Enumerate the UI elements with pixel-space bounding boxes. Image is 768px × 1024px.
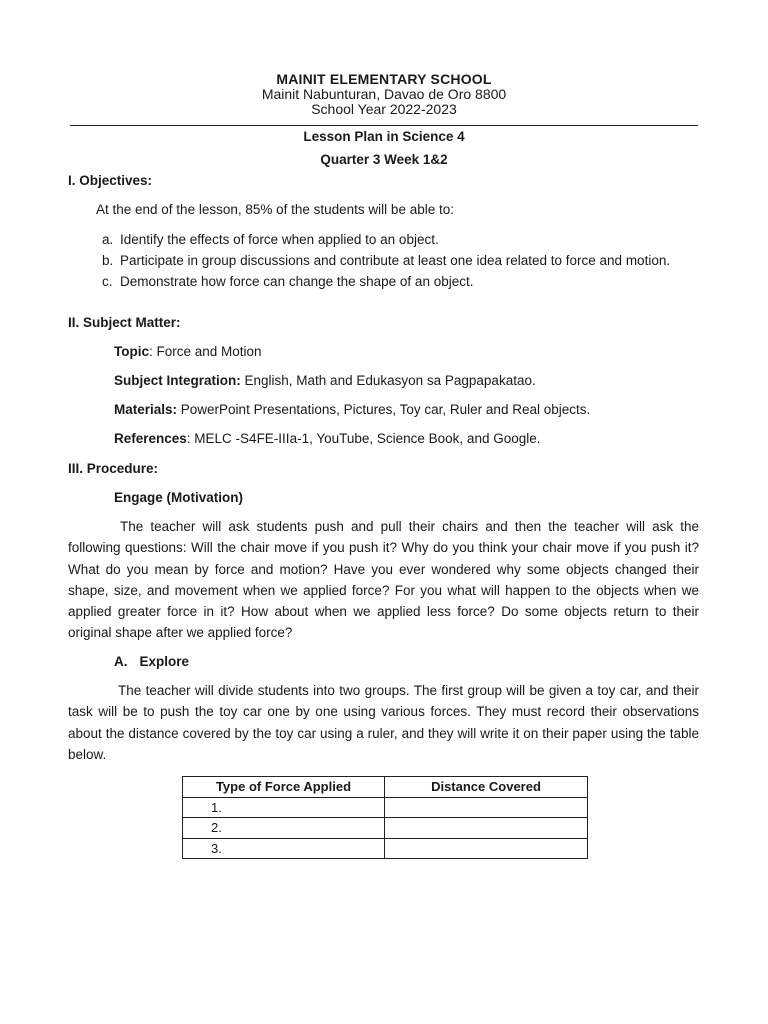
- procedure-heading: III. Procedure:: [68, 461, 159, 476]
- school-name: MAINIT ELEMENTARY SCHOOL: [276, 71, 492, 87]
- distance-cell[interactable]: [385, 797, 588, 818]
- table-row: [183, 797, 588, 818]
- school-address: Mainit Nabunturan, Davao de Oro 8800: [261, 86, 507, 102]
- objectives-heading: I. Objectives:: [68, 173, 153, 188]
- references-label: References: [114, 431, 187, 446]
- explore-marker: A.: [114, 654, 128, 669]
- integration-label: Subject Integration:: [114, 373, 241, 388]
- subject-matter-heading: II. Subject Matter:: [68, 315, 181, 330]
- objective-item: [102, 229, 699, 250]
- objective-item: [102, 271, 699, 292]
- materials-line: [114, 402, 590, 417]
- objective-marker: a.: [102, 232, 114, 247]
- objective-text: Identify the effects of force when applied to an object.: [120, 232, 439, 247]
- quarter-week: Quarter 3 Week 1&2: [320, 152, 448, 167]
- objective-item: [102, 250, 699, 271]
- column-header-distance: Distance Covered: [385, 777, 588, 798]
- explore-paragraph: The teacher will divide students into two groups. The first group will be given a toy car, and their task will be to push the toy car one by one using various forces. They must record their observations about the distance covered by the toy car using a ruler, and they will write it on their paper using the table below.: [68, 683, 699, 762]
- integration-value: English, Math and Edukasyon sa Pagpapakatao.: [240, 373, 536, 388]
- objective-text: Participate in group discussions and contribute at least one idea related to force and motion.: [120, 253, 671, 268]
- force-cell[interactable]: 1.: [183, 797, 385, 818]
- school-year: School Year 2022-2023: [311, 101, 457, 117]
- topic-label: Topic: [114, 344, 149, 359]
- references-line: [114, 431, 541, 446]
- table-header-row: [183, 777, 588, 798]
- distance-cell[interactable]: [385, 838, 588, 859]
- materials-label: Materials:: [114, 402, 178, 417]
- explore-heading: Explore: [139, 654, 190, 669]
- objectives-intro: At the end of the lesson, 85% of the students will be able to:: [96, 202, 454, 217]
- force-cell[interactable]: 3.: [183, 838, 385, 859]
- references-value: : MELC -S4FE-IIIa-1, YouTube, Science Book, and Google.: [186, 431, 541, 446]
- column-header-force: Type of Force Applied: [183, 777, 385, 798]
- engage-heading: Engage (Motivation): [114, 490, 243, 505]
- force-cell[interactable]: 2.: [183, 818, 385, 839]
- objective-marker: c.: [102, 274, 113, 289]
- topic-value: : Force and Motion: [149, 344, 262, 359]
- table-row: [183, 818, 588, 839]
- materials-value: PowerPoint Presentations, Pictures, Toy car, Ruler and Real objects.: [177, 402, 591, 417]
- header-divider: [70, 125, 698, 126]
- lesson-plan-title: Lesson Plan in Science 4: [303, 129, 465, 144]
- explore-heading-line: [114, 654, 189, 669]
- distance-cell[interactable]: [385, 818, 588, 839]
- engage-paragraph: The teacher will ask students push and pull their chairs and then the teacher will ask the following questions: Will the chair move if you push it? Why do you think your chair move if you push it? What do you mean by force and motion? Have you ever wondered why some objects changed their shape, size, and movement when we applied force? For you what will happen to the objects when we applied greater force in it? How about when we applied less force? Do some objects return to their original shape after we applied force?: [68, 519, 699, 641]
- table-row: [183, 838, 588, 859]
- observation-table: [182, 776, 588, 859]
- objectives-list: [102, 229, 699, 292]
- integration-line: [114, 373, 536, 388]
- topic-line: [114, 344, 262, 359]
- objective-marker: b.: [102, 253, 114, 268]
- objective-text: Demonstrate how force can change the shape of an object.: [120, 274, 474, 289]
